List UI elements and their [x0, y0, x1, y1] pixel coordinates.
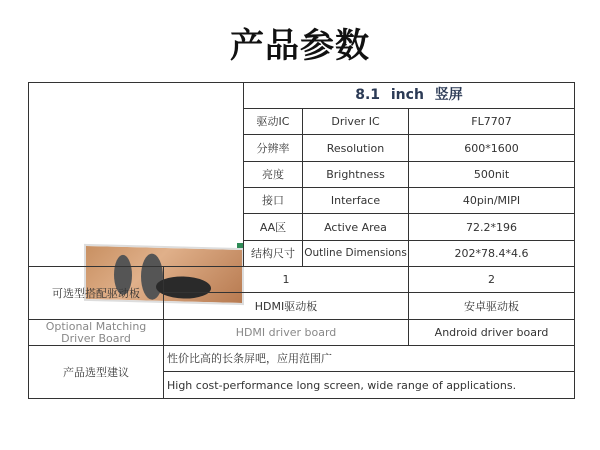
spec-value: 202*78.4*4.6 — [408, 240, 575, 267]
advice-cn: 性价比高的长条屏吧，应用范围广 — [163, 345, 575, 372]
board-option-number: 1 — [163, 266, 409, 293]
advice-label: 产品选型建议 — [28, 345, 164, 399]
spec-cn: 接口 — [243, 187, 303, 214]
product-image-cell — [28, 82, 244, 267]
spec-value: 600*1600 — [408, 134, 575, 162]
spec-cn: 分辨率 — [243, 134, 303, 162]
spec-en: Outline Dimensions — [302, 240, 409, 267]
spec-en: Resolution — [302, 134, 409, 162]
spec-value: 500nit — [408, 161, 575, 188]
board-option-number: 2 — [408, 266, 575, 293]
spec-en: Interface — [302, 187, 409, 214]
board-option-en: HDMI driver board — [163, 319, 409, 346]
spec-cn: 结构尺寸 — [243, 240, 303, 267]
spec-value: 72.2*196 — [408, 213, 575, 241]
boards-label-cn: 可选型搭配驱动板 — [28, 266, 164, 320]
spec-en: Brightness — [302, 161, 409, 188]
board-option-en: Android driver board — [408, 319, 575, 346]
spec-value: FL7707 — [408, 108, 575, 135]
board-option-cn: HDMI驱动板 — [163, 292, 409, 320]
spec-heading: 8.1 inch 竖屏 — [243, 82, 575, 109]
spec-value: 40pin/MIPI — [408, 187, 575, 214]
spec-cn: 驱动IC — [243, 108, 303, 135]
page-title: 产品参数 — [230, 26, 370, 66]
spec-en: Active Area — [302, 213, 409, 241]
spec-cn: AA区 — [243, 213, 303, 241]
advice-en: High cost-performance long screen, wide range of applications. — [163, 371, 575, 399]
spec-en: Driver IC — [302, 108, 409, 135]
boards-label-en: Optional Matching Driver Board — [28, 319, 164, 346]
spec-cn: 亮度 — [243, 161, 303, 188]
board-option-cn: 安卓驱动板 — [408, 292, 575, 320]
